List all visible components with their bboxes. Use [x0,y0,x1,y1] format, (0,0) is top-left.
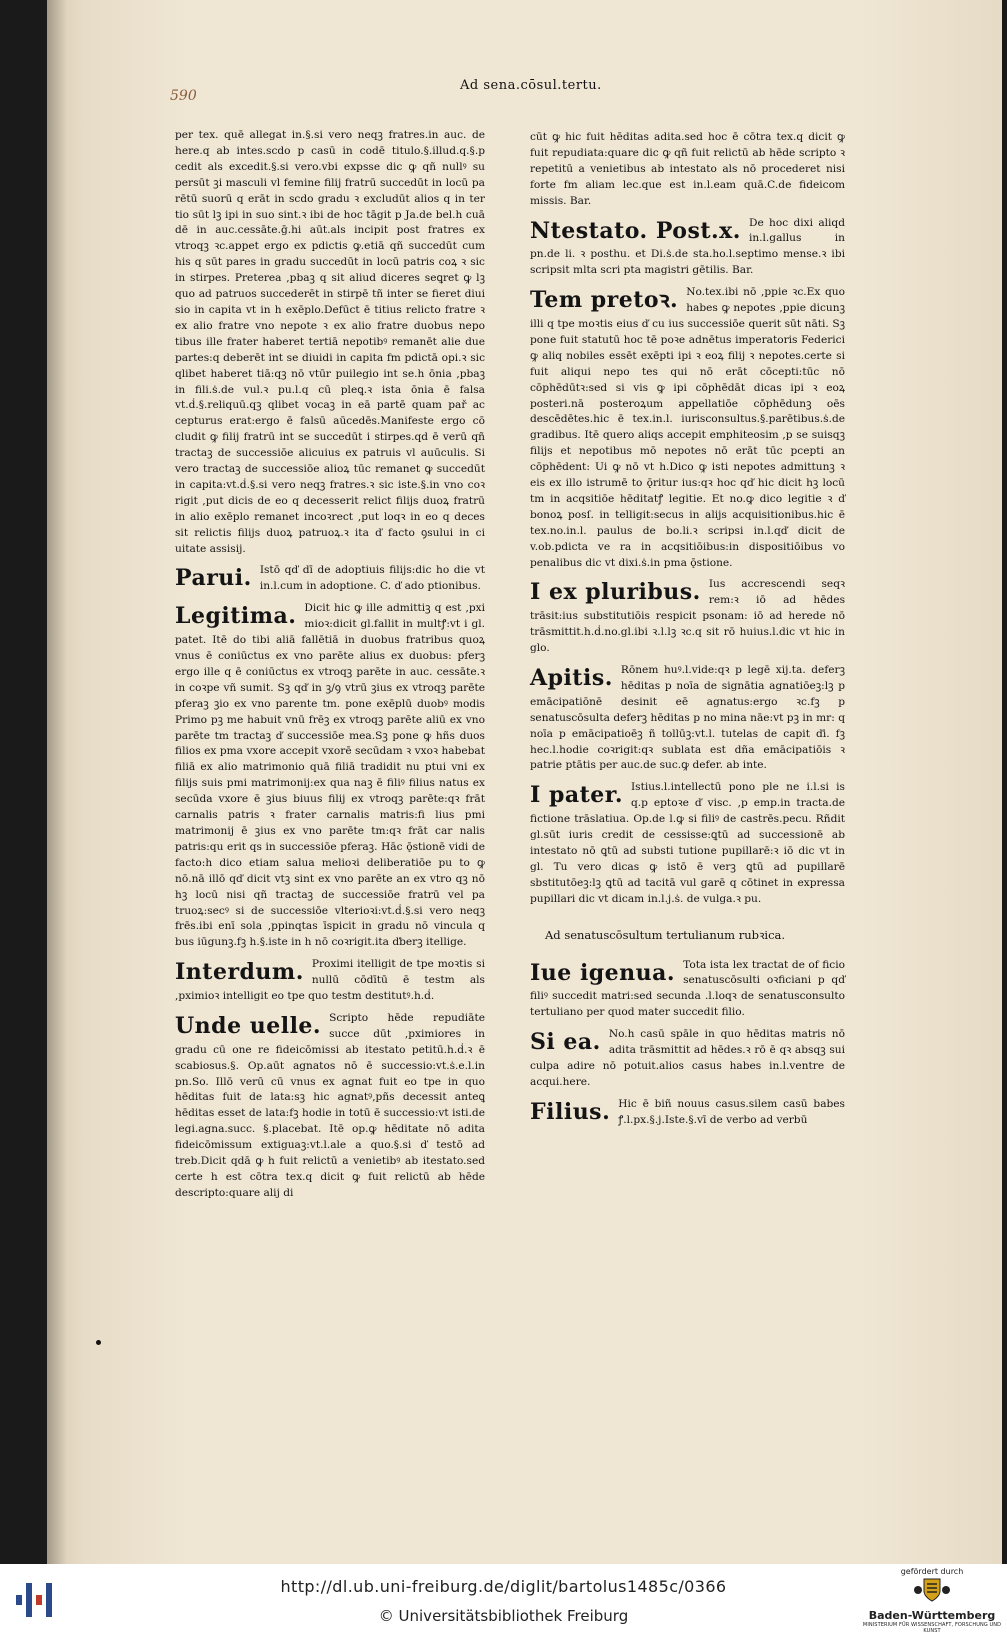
permalink-url[interactable]: http://dl.ub.uni-freiburg.de/diglit/bartolus1485c/0366 [280,1577,727,1596]
right-lemma-block-7 [530,1027,845,1091]
right-paragraph-8: No.h casū spāle in quo hēditas matris nō adita trāsmittit ad hēdes.ꝛ rō ē qꝛ absqꝫ sui culpa adire nō potuit.alios casus habes in.l.ventre de acqui.here. [530,1028,845,1088]
lemma-heading: Apitis. [530,665,613,691]
left-paragraph-4: Proximi itelligit de tpe moꝛtis si nullū cōdītū ē testm als ,pximioꝛ intelligit eo tpe quo testm destitutꝰ.h.ḋ. [175,958,485,1003]
right-paragraph-2: De hoc dixi aliqd in.l.gallus in pn.de li. ꝛ posthu. et Di.ṡ.de sta.ho.l.septimo mense.ꝛ ibi scripsit mlta scri pta magistri gētilis. Bar. [530,216,845,277]
right-paragraph-4: Ius accrescendi seqꝛ rem:ꝛ iō ad hēdes trāsit:ius substitutiōis respicit psonam: iō ad herede nō trāsmittit.h.ḋ.no.gl.ibi ꝛ.l.lꝫ ꝛc.q sit rō huius.l.dic vt hic in glo. [530,578,845,655]
page-gutter-shadow [47,0,67,1564]
right-text-column [530,130,845,1133]
left-text-column [175,128,485,1206]
folio-number: 590 [170,88,197,104]
left-lemma-block-1 [175,563,485,595]
viewer-footer [0,1564,1007,1636]
lemma-heading: Tem pretoꝛ. [530,287,679,314]
right-paragraph-3: No.tex.ibi nō ,ppie ꝛc.Ex quo habes ꝙ nepotes ,ppie dicunꝫ illi q tpe moꝛtis eius ď cu ius successiōe querit sūt nāti. Sꝫ pone fuit statutū hoc tē poꝛe adnētus imperatoris Federici ꝙ aliq nobiles essēt exēpti ipi ꝛ eoꝝ filij ꝛ nepotes.certe si fuit aliqui nepo tes qui nō erāt cōcepti:tūc nō cōphēdūtꝛ:sed si vis ꝙ ipi cōphēdāt dicas ipi ꝛ eoꝝ posteri.nā posteroꝝum appellatiōe cōphēdunꝫ oēs descēdētes.hic ē tex.in.l. iurisconsultus.§.parētibus.ṡ.de gradibus. Itē quero aliqs accepit emphiteosim ,p se suisqꝫ filijs et nepotibus mō nepotes nō erāt tūc pcepti an cōphēdent: Ui ꝙ nō vt h.Dico ꝙ isti nepotes admittunꝫ ꝛ eis ex illo istrumē to ǭritur ius:qꝛ hoc qď hic dicit hꝫ locū tm in acqsitiōe hēditatꝭ legitie. Et no.ꝙ dico legitie ꝛ ď bonoꝝ posſ. in telligit:secus in alijs acquisitionibus.hic ē tex.no.in.l. paulus de bo.li.ꝛ scripsi in.l.qď dicit de v.ob.pdicta ve ra in acqsitiōibus:in dispositiōibus vo penalibus dic vt dixi.ṡ.in pma ǭstione. [530,286,845,569]
right-lemma-block-3 [530,577,845,657]
lemma-heading: Legitima. [175,603,297,630]
right-lemma-block-1 [530,216,845,280]
lemma-heading: Parui. [175,565,252,592]
copyright-notice: © Universitätsbibliothek Freiburg [378,1607,629,1625]
lemma-heading: Iue igenua. [530,959,676,986]
right-lemma-block-4 [530,663,845,774]
right-lemma-block-8 [530,1097,845,1129]
lemma-heading: I ex pluribus. [530,579,701,606]
sponsor-name: Baden-Württemberg [868,1609,996,1622]
left-lemma-block-3 [175,957,485,1005]
lemma-heading: Ntestato. Post.x. [530,217,741,244]
left-paragraph-5: Scripto hēde repudiāte succe dūt ,pximiores in gradu cū one re fideicōmissi ab itestato petitū.h.ḋ.ꝛ ē scabiosus.§. Op.aūt agnatos nō ē successio:vt.ṡ.e.l.in pn.So. Illō verū cū vnus ex agnat fuit eo tpe in quo hēditas fuit de lata:sꝫ hic agnatꝰ,pñs decessit anteꝗ hēditas esset de lata:fꝫ hodie in totū ē successio:vt isti.de legi.agna.succ. §.placebat. Itē op.ꝙ hēditate nō adita fideicōmissum extiguaꝫ:vt.l.ale a quo.§.si ď testō ad treb.Dicit qdā ꝙ h fuit relictū a venietibꝰ ab itestato.sed certe h est cōtra tex.q dicit ꝙ fuit relictū ab hēde descripto:quare alij di [175,1011,485,1199]
left-paragraph-1: per tex. quē allegat in.§.si vero neqꝫ fratres.in auc. de here.q ab intes.scdo p casū in codē titulo.§.illud.q.§.p cedit als excedit.§.si vero.vbi expsse dic ꝙ qñ nullꝰ su persūt ꝫi masculi vl femine filij fratrū succedūt in locū pa rētū suorū q erāt in scdo gradu ꝛ excludūt alios q in ter tio sūt lꝫ ipi in suo sint.ꝛ ibi de hoc tāgit p Ja.de bel.h cuā dē in auc.cessāte.ḡ.hi aūt.als incipit post fratres ex vtroqꝫ ꝛc.appet ergo ex pdictis ꝙ.etiā qñ succedūt cum his q sūt pares in gradu succedūt in locū patris coꝝ ꝛ sic in stirpes. Preterea ,pbaꝫ q sit aliud diceres seꝗret ꝙ lꝫ quo ad patruos succederēt in stirpē tñ inter se fieret diui sio in capita vt in h exēplo.Defūct ē titius relicto fratre ꝛ ex alio fratre vno nepote ꝛ ex alio fratre duobus nepo tibus ille frater haberet tertiā nepotibꝰ remanēt alie due partes:q deberēt int se diuidi in capita fm pdictā opi.ꝛ sic qlibet haberet tiā:qꝫ nō vtūr puilegio int se.h ōnia ,pbaꝫ in fili.ṡ.de vul.ꝛ pu.l.q cū pleꝗ.ꝛ ista ōnia ē falsa vt.ḋ.§.reliquū.qꝫ qlibet vocaꝫ in eā partē quam pař ac cepturus erat:ergo ē falsū aūcedēs.Manifeste ergo cō cludit ꝙ filij fratrū int se succedūt i stirpes.qd ē verū qñ tractaꝫ de successiōe alicuius ex patruis vl auūculis. Si vero tractaꝫ de successiōe alioꝝ tūc remanet ꝙ succedūt in capita:vt.ḋ.§.si vero neqꝫ fratres.ꝛ sic iste.§.in vno coꝛ rigit ,put dicis de eo q decesserit relict filijs duoꝝ fratrū in alio exēplo remanet incoꝛrect ,put loqꝛ in eo q deces sit relictis filijs duoꝝ patruoꝝ.ꝛ ita ď facto ꝯsului in ci uitate assisij. [175,129,485,555]
lemma-heading: Interdum. [175,959,304,986]
coat-of-arms-icon [912,1576,952,1604]
sponsor-label: gefördert durch [900,1567,964,1576]
sponsor-logo [862,1567,1002,1634]
left-paragraph-3: Dicit hic ꝙ ille admittiꝫ q est ,pxi mioꝛ:dicit gl.fallit in multꝭ:vt i gl. patet. Itē do tibi aliā fallētiā in duobus fratribus quoꝝ vnus ē coniūctus ex vno parēte alius ex duobus: pferꝫ ergo ille q ē coniūctus ex vtroqꝫ parēte in auc. cessāte.ꝛ in coꝛpe vñ sumit. Sꝫ qď in ꝫ/ꝯ vtrū ꝫius ex vtroqꝫ parēte pferaꝫ ꝫio ex vno parente tm. pone exēplū duobꝰ modis Primo pꝫ me habuit vnū frēꝫ ex vtroqꝫ parēte aliū ex vno parēte tm tractaꝫ ď successiōe mea.Sꝫ pone ꝙ hñs duos filios ex pma vxore accepit vxorē secūdam ꝛ vxoꝛ habebat filiā ex alio matrimonio quā filiā tradidit nu ptui vni ex filijs suis pmi matrimonij:ex qua naꝫ ē filiꝰ filius natus ex secūda vxore ē ꝫius biuus filij ex vtroqꝫ parēte:qꝛ frāt carnalis patris ꝛ frater carnalis matris:fi lius pmi matrimonij ē ꝫius ex vno parēte tm:qꝛ frāt car nalis patris:qu erit qs in successiōe pferaꝫ. Hāc ǭstionē vidi de facto:h dico etiam salua melioꝛi deliberatiōe pu to ꝙ nō.nā illō qď dicit vtꝫ sint ex vno parēte an ex vtro qꝫ nō hꝫ locū nisi qñ tractaꝫ de successiōe fratrū vel pa truoꝝ:secꝰ si de successiōe vlterioꝛi:vt.ḋ.§.si vero neqꝫ frēs.ibi enī sola ,ppinqtas īspicit in gradu nō vincula q bus iūgunꝫ.fꝫ h.§.iste in h nō coꝛrigit.ita ďberꝫ itellige. [175,602,485,949]
right-lemma-block-5 [530,780,845,907]
right-paragraph-1: cūt ꝙ hic fuit hēditas adita.sed hoc ē cōtra tex.q dicit ꝙ fuit repudiata:quare dic ꝙ qñ fuit relictū ab hēde scripto ꝛ repetitū a venietibus ab intestato als nō procederet nisi forte fm aliam lec.que est in.l.eam quā.C.de fideicom missis. Bar. [530,131,845,207]
left-lemma-block-2 [175,601,485,951]
right-lemma-block-2 [530,285,845,571]
left-lemma-block-4 [175,1011,485,1202]
right-paragraph-7: Tota ista lex tractat de of ficio senatuscōsulti oꝛficiani p qď filiꝰ succedit matri:sed secunda .l.loqꝛ de senatusconsulto tertuliano per quod mater succedit filio. [530,958,845,1019]
right-paragraph-6: Istius.l.intellectū pono ple ne i.l.si is q.p eptoꝛe ď visc. ,p emp.in tracta.de fictione trāslatiua. Op.de l.ꝙ si filiꝰ de castrēs.pecu. Rñdit gl.sūt iuris credit de cessisse:ꝗtū ad successionē ab intestato nō ꝗtū ad substi tutione pupillarē:ꝛ iō dic vt in gl. Tu vero dicas ꝙ istō ē verꝫ ꝗtū ad pupillarē sbstitutōeꝫ:lꝫ ꝗtū ad tacitā vul garē q cōtinet in expressa pupillari dic vt dicam in.l.j.ṡ. de vulga.ꝛ pu. [530,781,845,905]
lemma-heading: Si ea. [530,1029,601,1056]
right-paragraph-9: Hic ē biñ nouus casus.silem casū babes ꝭ.l.px.§.j.Iste.§.vī de verbo ad verbū [618,1097,845,1126]
running-head: Ad sena.cōsul.tertu. [460,78,602,93]
ink-dot [96,1340,101,1345]
lemma-heading: Unde uelle. [175,1012,322,1039]
sponsor-ministry: MINISTERIUM FÜR WISSENSCHAFT, FORSCHUNG UND KUNST [862,1622,1002,1634]
left-paragraph-2: Istō qď dī de adoptiuis filijs:dic ho die vt in.l.cum in adoptione. C. ď ado ptionibus. [259,564,485,593]
lemma-heading: Filius. [530,1098,611,1125]
lemma-heading: I pater. [530,782,623,809]
right-lemma-block-6 [530,958,845,1022]
section-rubric: Ad senatuscōsultum tertulianum rubꝛica. [545,927,786,942]
right-paragraph-5: Rōnem huꝰ.l.vide:qꝛ p legē xij.ta. deferꝫ hēditas p noīa de signātia agnatiōeꝫ:lꝫ p emācipatiōnē desinit eē agnatus:ergo ꝛc.fꝫ p senatuscōsulta deferꝫ hēditas p no mina nāe:vt pꝫ in mr: q noīa p emācipatioēꝫ ñ tollūꝫ:vt.l. tutelas de capit ďi. fꝫ hec.l.hodie coꝛrigit:qꝛ sublata est dña emācipatiōis ꝛ patrie ptātis per auc.de suc.ꝙ defer. ab inte. [530,664,845,772]
